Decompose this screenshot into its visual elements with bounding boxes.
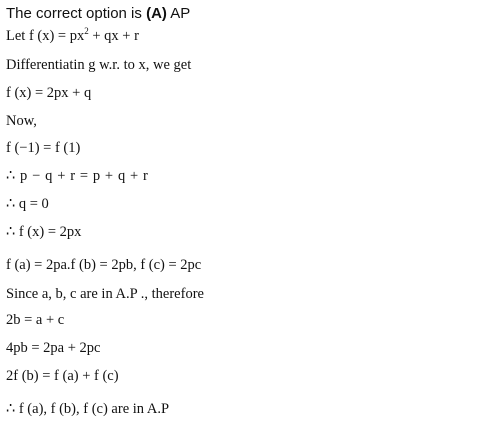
- step-derivative-values: f (a) = 2pa.f (b) = 2pb, f (c) = 2pc: [6, 257, 202, 273]
- step-derivative-relation: 2f (b) = f (a) + f (c): [6, 368, 119, 384]
- step-now: Now,: [6, 113, 37, 129]
- step-multiply: 4pb = 2pa + 2pc: [6, 340, 101, 356]
- step-since-ap: Since a, b, c are in A.P ., therefore: [6, 286, 204, 302]
- intro-prefix: The correct option is: [6, 5, 142, 22]
- intro-option: (A): [146, 5, 167, 22]
- step-derivative: f (x) = 2px + q: [6, 85, 92, 101]
- step-condition: f (−1) = f (1): [6, 140, 81, 156]
- step-define-function: Let f $(x) = px^2$ + qx + r: [6, 26, 139, 44]
- step-differentiate: Differentiatin g w.r. to x, we get: [6, 57, 192, 73]
- step-conclusion: ∴ f (a), f (b), f (c) are in A.P: [6, 401, 170, 417]
- step-therefore-equation: ∴ p − q + r = p + q + r: [6, 168, 149, 184]
- step-derivative-simplified: ∴ f (x) = 2px: [6, 224, 82, 240]
- step-q-zero: ∴ q = 0: [6, 196, 49, 212]
- intro-answer: AP: [170, 5, 191, 22]
- step-ap-relation: 2b = a + c: [6, 312, 65, 328]
- answer-intro: [6, 6, 190, 21]
